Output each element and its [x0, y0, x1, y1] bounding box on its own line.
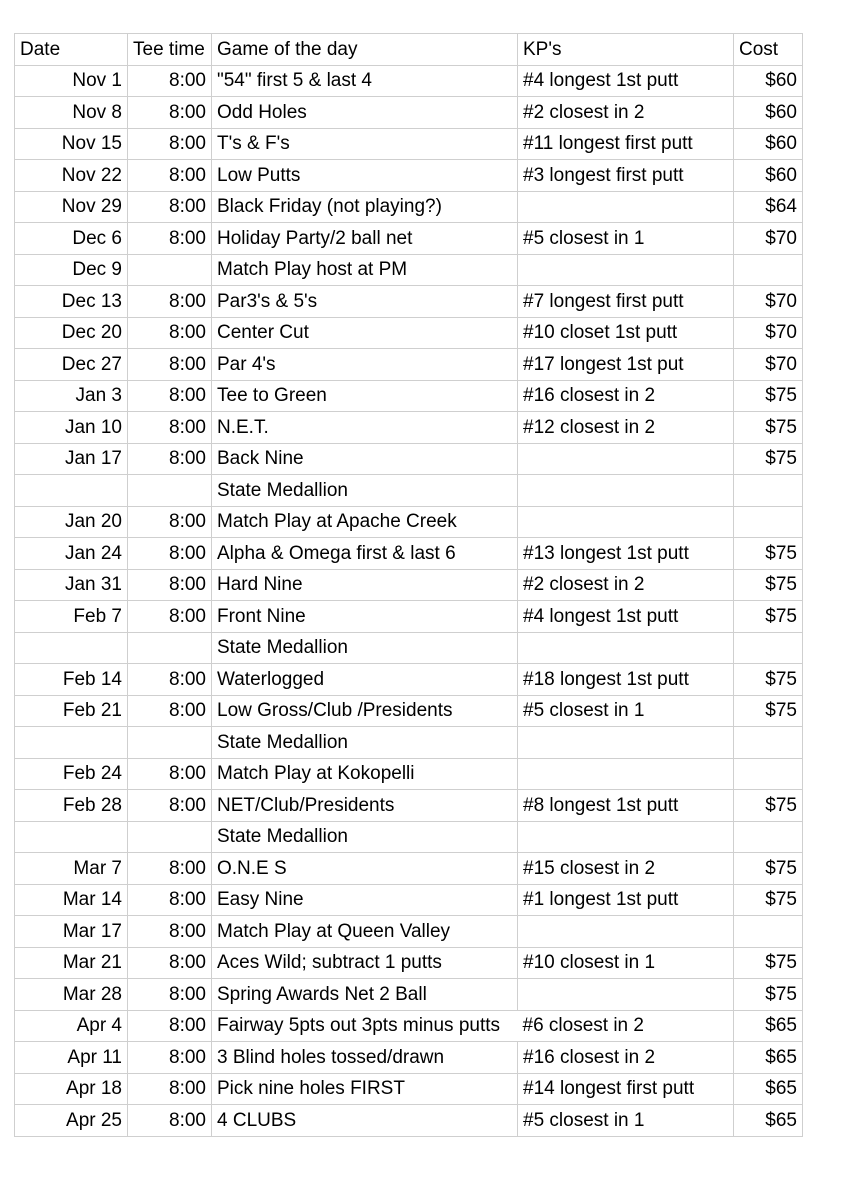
game-cell[interactable]: Pick nine holes FIRST: [212, 1073, 518, 1105]
game-cell[interactable]: Match Play at Kokopelli: [212, 758, 518, 790]
kp-cell[interactable]: #16 closest in 2: [518, 1042, 734, 1074]
game-cell[interactable]: "54" first 5 & last 4: [212, 65, 518, 97]
kp-cell[interactable]: #11 longest first putt: [518, 128, 734, 160]
cost-cell[interactable]: $75: [734, 538, 803, 570]
tee-time-cell[interactable]: 8:00: [128, 128, 212, 160]
game-cell[interactable]: Back Nine: [212, 443, 518, 475]
tee-time-cell[interactable]: 8:00: [128, 1042, 212, 1074]
tee-time-cell[interactable]: 8:00: [128, 506, 212, 538]
table-row: [15, 538, 803, 570]
tee-time-cell[interactable]: 8:00: [128, 286, 212, 318]
cost-cell[interactable]: $75: [734, 695, 803, 727]
tee-time-cell[interactable]: 8:00: [128, 695, 212, 727]
table-row: [15, 286, 803, 318]
table-row: [15, 191, 803, 223]
table-row: [15, 947, 803, 979]
kp-cell[interactable]: #3 longest first putt: [518, 160, 734, 192]
kp-cell[interactable]: #17 longest 1st put: [518, 349, 734, 381]
date-cell[interactable]: Nov 22: [15, 160, 128, 192]
date-cell[interactable]: Mar 21: [15, 947, 128, 979]
header-date[interactable]: Date: [15, 34, 128, 66]
kp-cell[interactable]: #2 closest in 2: [518, 97, 734, 129]
table-row: [15, 97, 803, 129]
cost-cell[interactable]: $70: [734, 317, 803, 349]
kp-cell[interactable]: [518, 821, 734, 853]
tee-time-cell[interactable]: 8:00: [128, 853, 212, 885]
kp-cell[interactable]: #5 closest in 1: [518, 695, 734, 727]
date-cell[interactable]: Apr 4: [15, 1010, 128, 1042]
date-cell[interactable]: Jan 17: [15, 443, 128, 475]
cost-cell[interactable]: $60: [734, 160, 803, 192]
table-row: [15, 443, 803, 475]
table-row: [15, 380, 803, 412]
table-row: [15, 317, 803, 349]
game-cell[interactable]: Match Play at Queen Valley: [212, 916, 518, 948]
table-row: [15, 884, 803, 916]
tee-time-cell[interactable]: 8:00: [128, 1105, 212, 1137]
date-cell[interactable]: Nov 8: [15, 97, 128, 129]
date-cell[interactable]: Apr 25: [15, 1105, 128, 1137]
game-cell[interactable]: Low Putts: [212, 160, 518, 192]
tee-time-cell[interactable]: 8:00: [128, 443, 212, 475]
kp-cell[interactable]: [518, 254, 734, 286]
cost-cell[interactable]: $65: [734, 1042, 803, 1074]
cost-cell[interactable]: [734, 727, 803, 759]
tee-time-cell[interactable]: 8:00: [128, 412, 212, 444]
game-cell[interactable]: Easy Nine: [212, 884, 518, 916]
date-cell[interactable]: [15, 475, 128, 507]
cost-cell[interactable]: $75: [734, 884, 803, 916]
kp-cell[interactable]: #1 longest 1st putt: [518, 884, 734, 916]
table-row: [15, 979, 803, 1011]
cost-cell[interactable]: $75: [734, 569, 803, 601]
tee-time-cell[interactable]: [128, 821, 212, 853]
kp-cell[interactable]: #2 closest in 2: [518, 569, 734, 601]
game-cell[interactable]: 3 Blind holes tossed/drawn: [212, 1042, 518, 1074]
kp-cell[interactable]: #15 closest in 2: [518, 853, 734, 885]
cost-cell[interactable]: $70: [734, 223, 803, 255]
game-cell[interactable]: Match Play at Apache Creek: [212, 506, 518, 538]
date-cell[interactable]: Mar 17: [15, 916, 128, 948]
header-game[interactable]: Game of the day: [212, 34, 518, 66]
cost-cell[interactable]: [734, 821, 803, 853]
date-cell[interactable]: Dec 13: [15, 286, 128, 318]
table-body: [15, 65, 803, 1136]
kp-cell[interactable]: [518, 979, 734, 1011]
tee-time-cell[interactable]: 8:00: [128, 916, 212, 948]
game-cell[interactable]: 4 CLUBS: [212, 1105, 518, 1137]
tee-time-cell[interactable]: 8:00: [128, 160, 212, 192]
cost-cell[interactable]: $60: [734, 128, 803, 160]
date-cell[interactable]: Jan 3: [15, 380, 128, 412]
date-cell[interactable]: Apr 11: [15, 1042, 128, 1074]
date-cell[interactable]: Dec 27: [15, 349, 128, 381]
table-row: [15, 160, 803, 192]
game-cell[interactable]: State Medallion: [212, 821, 518, 853]
game-cell[interactable]: Alpha & Omega first & last 6: [212, 538, 518, 570]
kp-cell[interactable]: #14 longest first putt: [518, 1073, 734, 1105]
header-row: [15, 34, 803, 66]
table-row: [15, 1010, 803, 1042]
tee-time-cell[interactable]: 8:00: [128, 947, 212, 979]
table-row: [15, 727, 803, 759]
date-cell[interactable]: Feb 21: [15, 695, 128, 727]
cost-cell[interactable]: [734, 475, 803, 507]
date-cell[interactable]: Nov 29: [15, 191, 128, 223]
header-kps[interactable]: KP's: [518, 34, 734, 66]
kp-cell[interactable]: #4 longest 1st putt: [518, 65, 734, 97]
cost-cell[interactable]: $75: [734, 853, 803, 885]
game-cell[interactable]: Holiday Party/2 ball net: [212, 223, 518, 255]
header-cost[interactable]: Cost: [734, 34, 803, 66]
date-cell[interactable]: Jan 24: [15, 538, 128, 570]
kp-cell[interactable]: #7 longest first putt: [518, 286, 734, 318]
tee-time-cell[interactable]: 8:00: [128, 601, 212, 633]
kp-cell[interactable]: [518, 727, 734, 759]
game-cell[interactable]: Low Gross/Club /Presidents: [212, 695, 518, 727]
kp-cell[interactable]: #16 closest in 2: [518, 380, 734, 412]
date-cell[interactable]: Jan 20: [15, 506, 128, 538]
kp-cell[interactable]: #10 closest in 1: [518, 947, 734, 979]
tee-time-cell[interactable]: 8:00: [128, 317, 212, 349]
game-cell[interactable]: Par 4's: [212, 349, 518, 381]
game-cell[interactable]: Front Nine: [212, 601, 518, 633]
date-cell[interactable]: Mar 28: [15, 979, 128, 1011]
cost-cell[interactable]: $75: [734, 412, 803, 444]
table-row: [15, 128, 803, 160]
date-cell[interactable]: Feb 24: [15, 758, 128, 790]
table-row: [15, 853, 803, 885]
date-cell[interactable]: Feb 14: [15, 664, 128, 696]
tee-time-cell[interactable]: 8:00: [128, 97, 212, 129]
tee-time-cell[interactable]: [128, 727, 212, 759]
tee-time-cell[interactable]: 8:00: [128, 538, 212, 570]
table-row: [15, 916, 803, 948]
cost-cell[interactable]: [734, 632, 803, 664]
kp-cell[interactable]: #5 closest in 1: [518, 1105, 734, 1137]
tee-time-cell[interactable]: 8:00: [128, 790, 212, 822]
tee-time-cell[interactable]: 8:00: [128, 884, 212, 916]
game-cell[interactable]: Match Play host at PM: [212, 254, 518, 286]
cost-cell[interactable]: $65: [734, 1105, 803, 1137]
cost-cell[interactable]: $65: [734, 1010, 803, 1042]
table-row: [15, 1105, 803, 1137]
game-cell[interactable]: State Medallion: [212, 727, 518, 759]
tee-time-cell[interactable]: 8:00: [128, 1073, 212, 1105]
cost-cell[interactable]: $65: [734, 1073, 803, 1105]
tee-time-cell[interactable]: [128, 632, 212, 664]
cost-cell[interactable]: [734, 506, 803, 538]
tee-time-cell[interactable]: 8:00: [128, 664, 212, 696]
game-cell[interactable]: T's & F's: [212, 128, 518, 160]
header-tee-time[interactable]: Tee time: [128, 34, 212, 66]
game-cell[interactable]: State Medallion: [212, 632, 518, 664]
game-cell[interactable]: N.E.T.: [212, 412, 518, 444]
game-cell[interactable]: O.N.E S: [212, 853, 518, 885]
table-row: [15, 223, 803, 255]
kp-cell[interactable]: [518, 632, 734, 664]
date-cell[interactable]: Feb 7: [15, 601, 128, 633]
game-cell[interactable]: State Medallion: [212, 475, 518, 507]
game-cell[interactable]: Fairway 5pts out 3pts minus putts: [212, 1010, 518, 1042]
tee-time-cell[interactable]: 8:00: [128, 191, 212, 223]
date-cell[interactable]: Feb 28: [15, 790, 128, 822]
game-cell[interactable]: Hard Nine: [212, 569, 518, 601]
table-row: [15, 601, 803, 633]
table-row: [15, 695, 803, 727]
cost-cell[interactable]: $75: [734, 664, 803, 696]
game-cell[interactable]: NET/Club/Presidents: [212, 790, 518, 822]
kp-cell[interactable]: #6 closest in 2: [518, 1010, 734, 1042]
kp-cell[interactable]: [518, 758, 734, 790]
table-row: [15, 758, 803, 790]
game-cell[interactable]: Tee to Green: [212, 380, 518, 412]
kp-cell[interactable]: [518, 506, 734, 538]
date-cell[interactable]: Dec 6: [15, 223, 128, 255]
date-cell[interactable]: [15, 821, 128, 853]
game-cell[interactable]: Aces Wild; subtract 1 putts: [212, 947, 518, 979]
kp-cell[interactable]: [518, 443, 734, 475]
tee-time-cell[interactable]: 8:00: [128, 1010, 212, 1042]
table-row: [15, 569, 803, 601]
table-row: [15, 821, 803, 853]
game-cell[interactable]: Black Friday (not playing?): [212, 191, 518, 223]
cost-cell[interactable]: $75: [734, 979, 803, 1011]
kp-cell[interactable]: #4 longest 1st putt: [518, 601, 734, 633]
cost-cell[interactable]: $70: [734, 349, 803, 381]
date-cell[interactable]: Jan 10: [15, 412, 128, 444]
table-row: [15, 412, 803, 444]
date-cell[interactable]: Dec 9: [15, 254, 128, 286]
cost-cell[interactable]: $64: [734, 191, 803, 223]
tee-time-cell[interactable]: 8:00: [128, 569, 212, 601]
tee-time-cell[interactable]: 8:00: [128, 223, 212, 255]
golf-schedule-table: [14, 33, 803, 1137]
tee-time-cell[interactable]: 8:00: [128, 758, 212, 790]
table-row: [15, 1042, 803, 1074]
game-cell[interactable]: Center Cut: [212, 317, 518, 349]
kp-cell[interactable]: [518, 916, 734, 948]
table-row: [15, 664, 803, 696]
cost-cell[interactable]: $75: [734, 380, 803, 412]
date-cell[interactable]: Apr 18: [15, 1073, 128, 1105]
kp-cell[interactable]: #13 longest 1st putt: [518, 538, 734, 570]
date-cell[interactable]: [15, 632, 128, 664]
kp-cell[interactable]: [518, 191, 734, 223]
kp-cell[interactable]: #12 closest in 2: [518, 412, 734, 444]
cost-cell[interactable]: $75: [734, 443, 803, 475]
tee-time-cell[interactable]: [128, 475, 212, 507]
cost-cell[interactable]: $75: [734, 947, 803, 979]
date-cell[interactable]: Nov 15: [15, 128, 128, 160]
cost-cell[interactable]: $75: [734, 790, 803, 822]
date-cell[interactable]: Mar 14: [15, 884, 128, 916]
kp-cell[interactable]: #5 closest in 1: [518, 223, 734, 255]
kp-cell[interactable]: #8 longest 1st putt: [518, 790, 734, 822]
cost-cell[interactable]: $70: [734, 286, 803, 318]
date-cell[interactable]: [15, 727, 128, 759]
date-cell[interactable]: Jan 31: [15, 569, 128, 601]
kp-cell[interactable]: #10 closet 1st putt: [518, 317, 734, 349]
tee-time-cell[interactable]: 8:00: [128, 349, 212, 381]
cost-cell[interactable]: $60: [734, 97, 803, 129]
game-cell[interactable]: Spring Awards Net 2 Ball: [212, 979, 518, 1011]
table-row: [15, 65, 803, 97]
tee-time-cell[interactable]: 8:00: [128, 380, 212, 412]
tee-time-cell[interactable]: [128, 254, 212, 286]
table-row: [15, 475, 803, 507]
table-row: [15, 790, 803, 822]
tee-time-cell[interactable]: 8:00: [128, 979, 212, 1011]
cost-cell[interactable]: $60: [734, 65, 803, 97]
kp-cell[interactable]: [518, 475, 734, 507]
cost-cell[interactable]: [734, 254, 803, 286]
table-row: [15, 632, 803, 664]
cost-cell[interactable]: [734, 916, 803, 948]
table-row: [15, 506, 803, 538]
game-cell[interactable]: Odd Holes: [212, 97, 518, 129]
table-row: [15, 254, 803, 286]
kp-cell[interactable]: #18 longest 1st putt: [518, 664, 734, 696]
table-row: [15, 1073, 803, 1105]
cost-cell[interactable]: [734, 758, 803, 790]
date-cell[interactable]: Nov 1: [15, 65, 128, 97]
cost-cell[interactable]: $75: [734, 601, 803, 633]
date-cell[interactable]: Dec 20: [15, 317, 128, 349]
table-row: [15, 349, 803, 381]
tee-time-cell[interactable]: 8:00: [128, 65, 212, 97]
game-cell[interactable]: Waterlogged: [212, 664, 518, 696]
game-cell[interactable]: Par3's & 5's: [212, 286, 518, 318]
date-cell[interactable]: Mar 7: [15, 853, 128, 885]
